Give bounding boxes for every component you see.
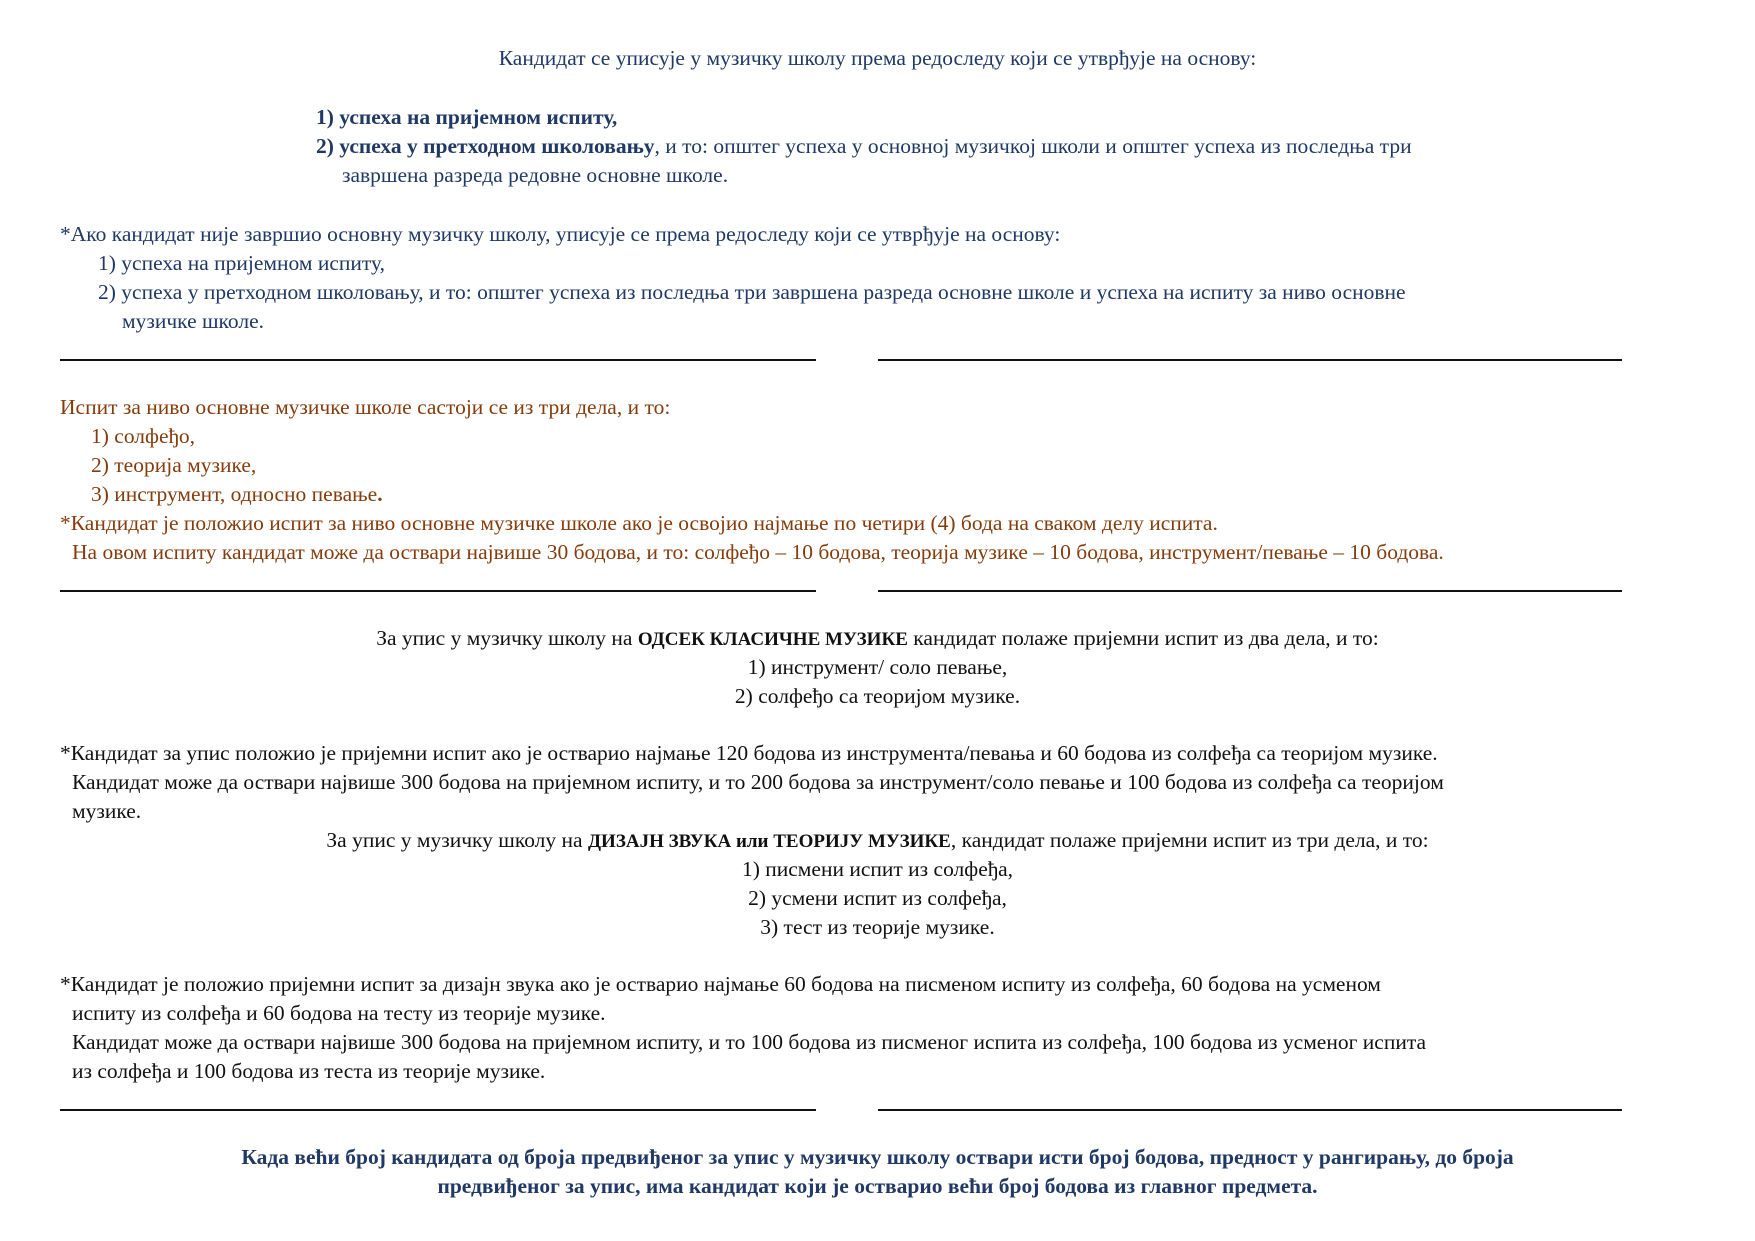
section1-item1: 1) успеха на пријемном испиту, — [316, 105, 618, 129]
divider-left-3 — [60, 1109, 816, 1111]
section5-note2-continued: из солфеђа и 100 бодова из теста из теорије музике. — [72, 1059, 546, 1083]
section1-item2: 2) успеха у претходном школовању, и то: општег успеха у основној музичкој школи и општег успеха из последња три — [316, 134, 1412, 158]
section5-item3: 3) тест из теорије музике. — [760, 915, 995, 939]
section5-note1-continued: испиту из солфеђа и 60 бодова на тесту из теорије музике. — [72, 1001, 606, 1025]
section5-item1: 1) писмени испит из солфеђа, — [741, 857, 1014, 881]
section5-note1: *Кандидат је положио пријемни испит за дизајн звука ако је остварио најмање 60 бодова на писменом испиту из солфеђа, 60 бодова на усменом — [60, 972, 1381, 996]
section3-note2: На овом испиту кандидат може да оствари највише 30 бодова, и то: солфеђо – 10 бодова, теорија музике – 10 бодова, инструмент/певање – 10 бодова. — [72, 540, 1444, 564]
section4-item1: 1) инструмент/ соло певање, — [747, 655, 1008, 679]
section1-intro: Кандидат се уписује у музичку школу према редоследу који се утврђује на основу: — [498, 46, 1257, 70]
section4-intro: За упис у музичку школу на ОДСЕК КЛАСИЧНЕ МУЗИКЕ кандидат полаже пријемни испит из два дела, и то: — [376, 626, 1379, 650]
divider-left-1 — [60, 359, 816, 361]
section4-note1: *Кандидат за упис положио је пријемни испит ако је остварио најмање 120 бодова из инструмента/певања и 60 бодова из солфеђа са теоријом музике. — [60, 741, 1438, 765]
footer-line2: предвиђеног за упис, има кандидат који је остварио већи број бодова из главног предмета. — [437, 1174, 1318, 1198]
section3-note1: *Кандидат је положио испит за ниво основне музичке школе ако је освојио најмање по четири (4) бода на сваком делу испита. — [60, 511, 1218, 535]
section5-item2: 2) усмени испит из солфеђа, — [748, 886, 1007, 910]
section2-item1: 1) успеха на пријемном испиту, — [98, 251, 386, 275]
section3-item1: 1) солфеђо, — [91, 424, 196, 448]
divider-right-1 — [878, 359, 1622, 361]
footer-line1: Када већи број кандидата од броја предвиђеног за упис у музичку школу оствари исти број бодова, предност у рангирању, до броја — [241, 1145, 1514, 1169]
section2-intro: *Ако кандидат није завршио основну музичку школу, уписује се према редоследу који се утврђује на основу: — [60, 222, 1061, 246]
section4-note2-continued: музике. — [72, 799, 142, 823]
section3-intro: Испит за ниво основне музичке школе састоји се из три дела, и то: — [60, 395, 671, 419]
divider-right-3 — [878, 1109, 1622, 1111]
section3-item2: 2) теорија музике, — [91, 453, 257, 477]
section3-item3: 3) инструмент, односно певање. — [91, 482, 383, 506]
section4-note2: Кандидат може да оствари највише 300 бодова на пријемном испиту, и то 200 бодова за инструмент/соло певање и 100 бодова из солфеђа са теоријом — [72, 770, 1444, 794]
section4-item2: 2) солфеђо са теоријом музике. — [734, 684, 1021, 708]
section5-intro: За упис у музичку школу на ДИЗАЈН ЗВУКА или ТЕОРИЈУ МУЗИКЕ, кандидат полаже пријемни испит из три дела, и то: — [326, 828, 1429, 852]
divider-left-2 — [60, 590, 816, 592]
section1-item2-continued: завршена разреда редовне основне школе. — [342, 163, 729, 187]
section5-note2: Кандидат може да оствари највише 300 бодова на пријемном испиту, и то 100 бодова из писменог испита из солфеђа, 100 бодова из усменог испита — [72, 1030, 1427, 1054]
section2-item2-continued: музичке школе. — [122, 309, 265, 333]
section2-item2: 2) успеха у претходном школовању, и то: општег успеха из последња три завршена разреда основне школе и успеха на испиту за ниво основне — [98, 280, 1406, 304]
divider-right-2 — [878, 590, 1622, 592]
